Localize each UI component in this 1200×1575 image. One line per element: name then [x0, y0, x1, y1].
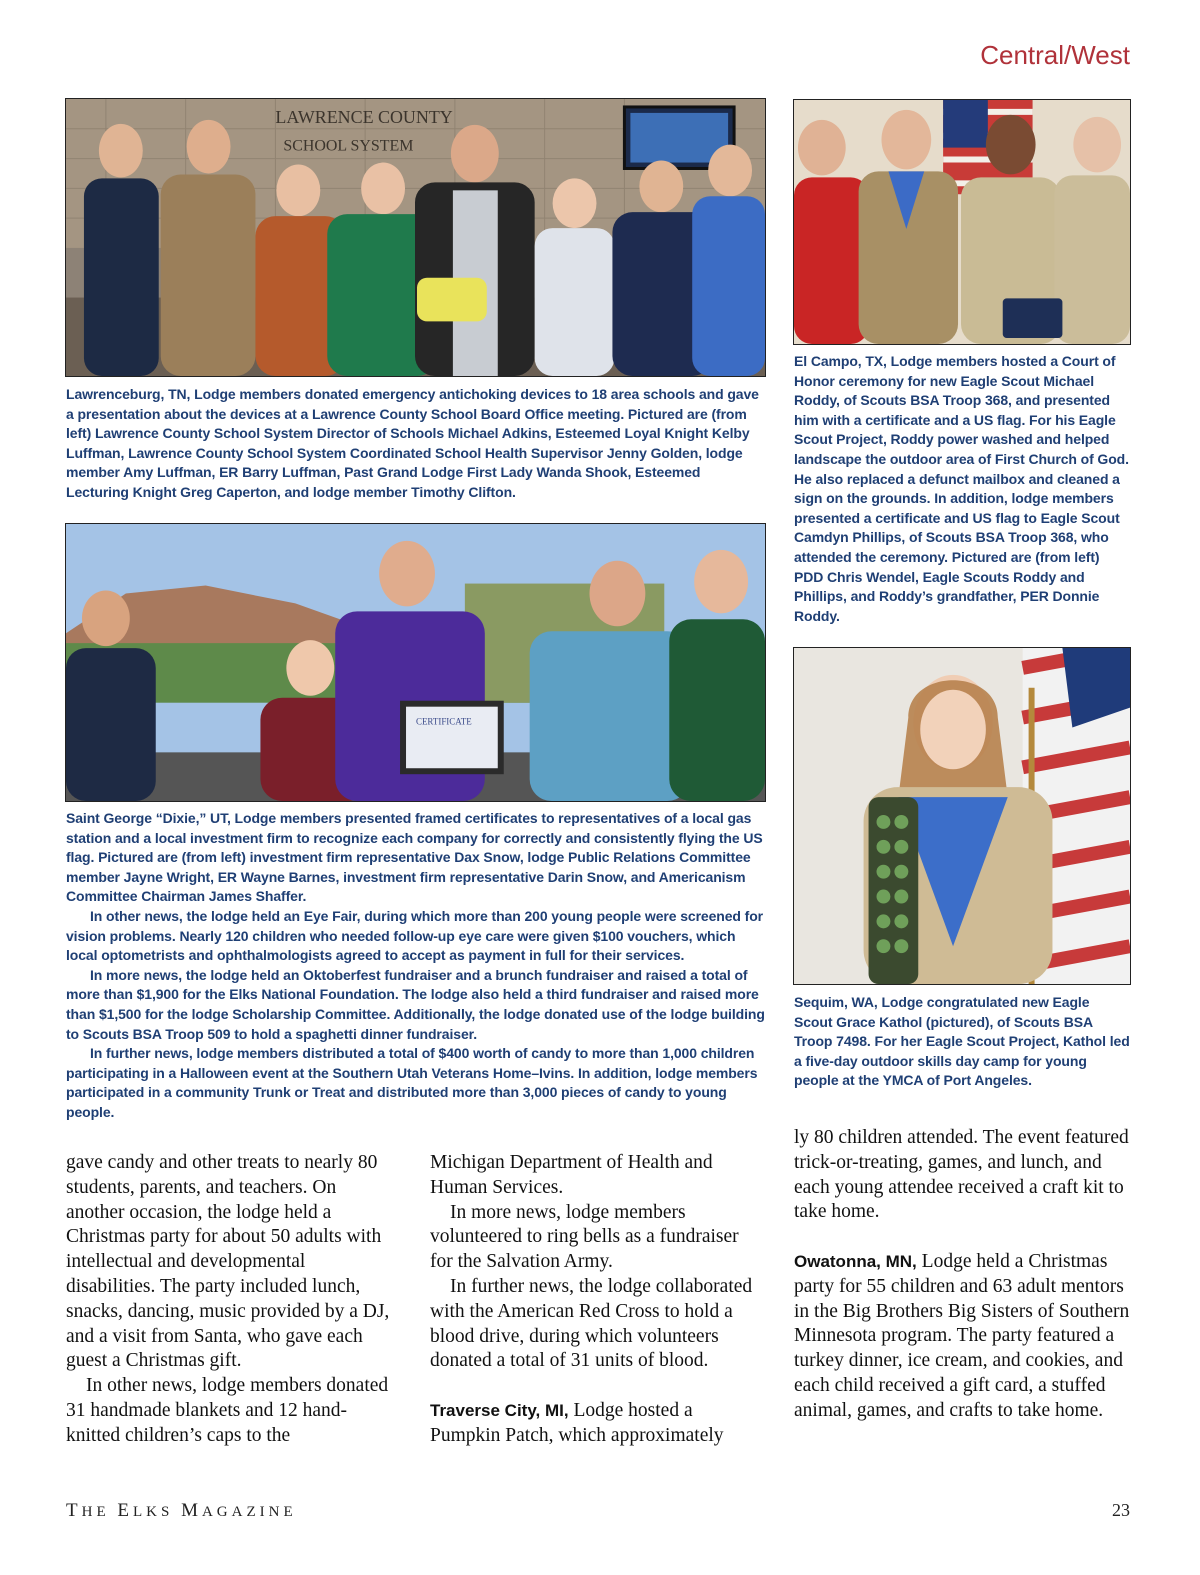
photo-saint-george-dixie [65, 523, 766, 802]
certificate-text: CERTIFICATE [415, 716, 472, 727]
body-place: Owatonna, MN, [794, 1251, 917, 1271]
body-text: ly [794, 1127, 815, 1148]
photo-sequim [793, 647, 1131, 985]
caption-el-campo [794, 352, 1130, 626]
sign-line-2: SCHOOL SYSTEM [283, 137, 414, 155]
body-column-1 [66, 1151, 396, 1449]
caption-paragraph: In more news, the lodge held an Oktoberfest fundraiser and a brunch fundraiser and raised a total of more than $1,900 for the Elks National Foundation. The lodge also held a third fundraiser and raised more than $1,500 for the lodge Scholarship Committee. Additionally, the lodge donated use of the lodge building to Scouts BSA Troop 509 to hold a spaghetti dinner fundraiser. [66, 966, 765, 1042]
body-place: Traverse City, MI, [430, 1400, 569, 1420]
lawrenceburg-photo-art [66, 99, 765, 376]
page-number: 23 [1112, 1500, 1130, 1520]
photo-el-campo [793, 99, 1131, 345]
caption-place: Sequim, WA, [794, 994, 878, 1010]
body-paragraph: gave candy and other treats to nearly 80 students, parents, and teachers. On another occasion, the lodge held a Christmas party for about 50 adults with intellectual and developmental disabilities. The party included lunch, snacks, dancing, music provided by a DJ, and a visit from Santa, who gave each guest a Christmas gift. [66, 1152, 390, 1372]
body-column-3 [794, 1126, 1130, 1424]
caption-paragraph: In other news, the lodge held an Eye Fair, during which more than 200 young people were screened for vision problems. Nearly 120 children who needed follow-up eye care were given $100 vouchers, which local optometrists and ophthalmologists agreed to accept as payment in full for their services. [66, 907, 764, 964]
body-paragraph: In further news, the lodge collaborated with the American Red Cross to hold a blood drive, during which volunteers donated a total of 31 units of blood. [430, 1275, 753, 1372]
magazine-name: THE ELKS MAGAZINE [66, 1500, 297, 1521]
section-label: Central/West [980, 40, 1130, 70]
body-paragraph: In more news, lodge members volunteered to ring bells as a fundraiser for the Salvation Army. [430, 1201, 739, 1273]
caption-sequim [794, 993, 1130, 1091]
el-campo-photo-art [794, 100, 1130, 344]
caption-lawrenceburg [66, 385, 766, 503]
sign-line-1: LAWRENCE COUNTY [275, 106, 453, 127]
body-paragraph: In other news, lodge members donated 31 handmade blankets and 12 hand-knitted children’s caps to the [66, 1375, 389, 1446]
photo-lawrenceburg [65, 98, 766, 377]
body-text: Lodge hosted a Pumpkin Patch, which approximately [430, 1399, 724, 1446]
caption-paragraph: In further news, lodge members distributed a total of $400 worth of candy to more than 1,000 children participating in a Halloween event at the Southern Utah Veterans Home–Ivins. In addition, lodge members participated in a community Trunk or Treat and distributed more than 3,000 pieces of candy to young people. [66, 1045, 758, 1120]
caption-saint-george-dixie [66, 809, 766, 1123]
body-column-2 [430, 1151, 765, 1449]
sequim-photo-art [794, 648, 1130, 984]
caption-text: Lodge members donated emergency antichoking devices to 18 area schools and gave a presentation about the devices at a Lawrence County School Board Office meeting. Pictured are (from left) Lawrence County School System Director of Schools Michael Adkins, Esteemed Loyal Knight Kelby Luffman, Lawrence County School System Coordinated School Health Supervisor Jenny Golden, lodge member Amy Luffman, ER Barry Luffman, Past Grand Lodge First Lady Wanda Shook, Esteemed Lecturing Knight Greg Caperton, and lodge member Timothy Clifton. [66, 386, 759, 500]
caption-place: Saint George “Dixie,” UT, [66, 810, 231, 826]
caption-text: Lodge members presented framed certificates to representatives of a local gas station and a local investment firm to recognize each company for correctly and consistently flying the US flag. Pictured are (from left) investment firm representative Dax Snow, lodge Public Relations Committee member Jayne Wright, ER Wayne Barnes, investment firm representative Darin Snow, and Americanism Committee Chairman James Shaffer. [66, 810, 763, 905]
caption-text: Lodge members hosted a Court of Honor ceremony for new Eagle Scout Michael Roddy, of Scouts BSA Troop 368, and presented him with a certificate and a US flag. For his Eagle Scout Project, Roddy power washed and helped landscape the outdoor area of First Church of God. He also replaced a defunct mailbox and cleaned a sign on the grounds. In addition, lodge members presented a certificate and US flag to Eagle Scout Camdyn Phillips, of Scouts BSA Troop 368, who attended the ceremony. Pictured are (from left) PDD Chris Wendel, Eagle Scouts Roddy and Phillips, and Roddy’s grandfather, PER Donnie Roddy. [794, 353, 1129, 624]
dixie-photo-art [66, 524, 765, 801]
caption-place: El Campo, TX, [794, 353, 887, 369]
body-text: Lodge held a Christmas party for 55 children and 63 adult mentors in the Big Brothers Big Sisters of Southern Minnesota program. The party featured a turkey dinner, ice cream, and cookies, and each child received a gift card, a stuffed animal, games, and crafts to take home. [794, 1250, 1130, 1421]
body-text: 80 children attended. The event featured trick-or-treating, games, and lunch, and each young attendee received a craft kit to take home. [794, 1127, 1129, 1223]
caption-place: Lawrenceburg, TN, [66, 386, 191, 402]
body-paragraph: Michigan Department of Health and Human Services. [430, 1152, 713, 1198]
caption-text: Lodge congratulated new Eagle Scout Grace Kathol (pictured), of Scouts BSA Troop 7498. For her Eagle Scout Project, Kathol led a five-day outdoor skills day camp for young people at the YMCA of Port Angeles. [794, 994, 1130, 1089]
